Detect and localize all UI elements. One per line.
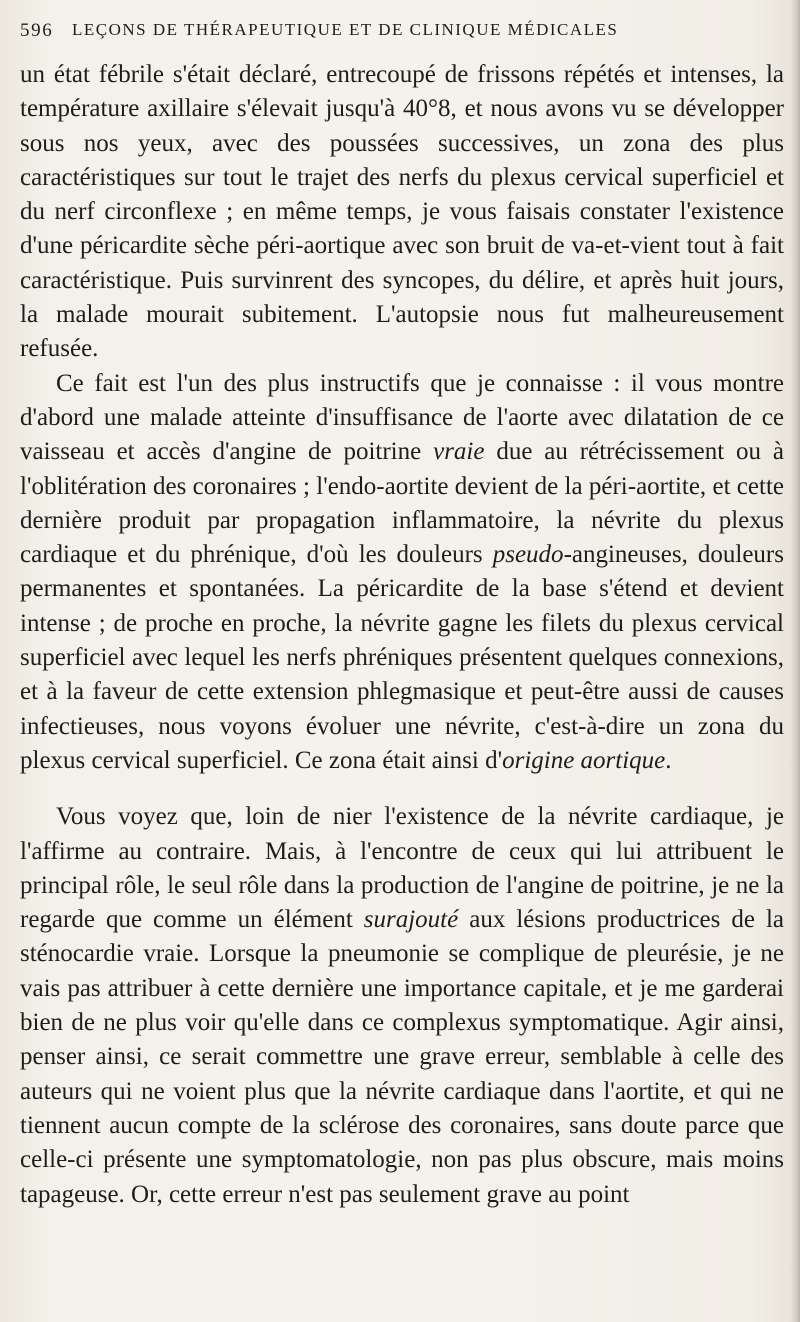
paragraph-text-segment: aux lésions productrices de la sténocardie vraie. Lorsque la pneumonie se complique de pleurésie, je ne vais pas attribuer à cette dernière une importance capitale, et je me garderai bien de ne plus voir qu'elle dans ce complexus symptomatique. Agir ainsi, penser ainsi, ce serait commettre une grave erreur, semblable à celle des auteurs qui ne voient plus que la névrite cardiaque dans l'aortite, et qui ne tiennent aucun compte de la sclérose des coronaires, sans doute parce que celle-ci présente une symptomatologie, non pas plus obscure, mais moins tapageuse. Or, cette erreur n'est pas seulement grave au point — [20, 906, 784, 1208]
page-body — [20, 58, 784, 1212]
paragraph-text-segment: . — [665, 746, 672, 774]
italic-term-surajoute: surajouté — [363, 906, 459, 934]
running-title: LEÇONS DE THÉRAPEUTIQUE ET DE CLINIQUE MÉDICALES — [72, 20, 619, 39]
paragraph-text-segment: due au rétrécissement ou à l'oblitération des coronaires ; l'endo-aortite devient de la péri-aortite, et cette dernière produit par propagation inflammatoire, la névrite du plexus cardiaque et du phrénique, d'où les douleurs — [20, 438, 784, 569]
paragraph-text: un état fébrile s'était déclaré, entrecoupé de frissons répétés et intenses, la température axillaire s'élevait jusqu'à 40°8, et nous avons vu se développer sous nos yeux, avec des poussées successives, un zona des plus caractéristiques sur tout le trajet des nerfs du plexus cervical superficiel et du nerf circonflexe ; en même temps, je vous faisais constater l'existence d'une péricardite sèche péri-aortique avec son bruit de va-et-vient tout à fait caractéristique. Puis survinrent des syncopes, du délire, et après huit jours, la malade mourait subitement. L'autopsie nous fut malheureusement refusée. — [20, 61, 784, 363]
paragraph-continuation — [20, 58, 784, 367]
paragraph-text-segment: Ce fait est l'un des plus instructifs que je connaisse : il vous montre d'abord une malade atteinte d'insuffisance de l'aorte avec dilatation de ce vaisseau et accès d'angine de poitrine — [20, 369, 784, 466]
paragraph-text-segment: Vous voyez que, loin de nier l'existence de la névrite cardiaque, je l'affirme au contraire. Mais, à l'encontre de ceux qui lui attribuent le principal rôle, le seul rôle dans la production de l'angine de poitrine, je ne la regarde que comme un élément — [20, 803, 784, 934]
italic-term-origine-aortique: origine aortique — [502, 746, 666, 774]
italic-term-pseudo: pseudo — [492, 541, 564, 569]
italic-term-vraie: vraie — [433, 438, 485, 466]
page-number: 596 — [20, 20, 54, 41]
page-header — [20, 20, 780, 44]
paragraph-text-segment: -angineuses, douleurs permanentes et spontanées. La péricardite de la base s'étend et devient intense ; de proche en proche, la névrite gagne les filets du plexus cervical superficiel avec lequel les nerfs phréniques présentent quelques connexions, et à la faveur de cette extension phlegmasique et peut-être aussi de causes infectieuses, nous voyons évoluer une névrite, c'est-à-dire un zona du plexus cervical superficiel. Ce zona était ainsi d' — [20, 541, 784, 774]
paragraph-case-analysis — [20, 367, 784, 779]
page-edge-shadow — [790, 0, 800, 1322]
paragraph-conclusion — [20, 800, 784, 1212]
